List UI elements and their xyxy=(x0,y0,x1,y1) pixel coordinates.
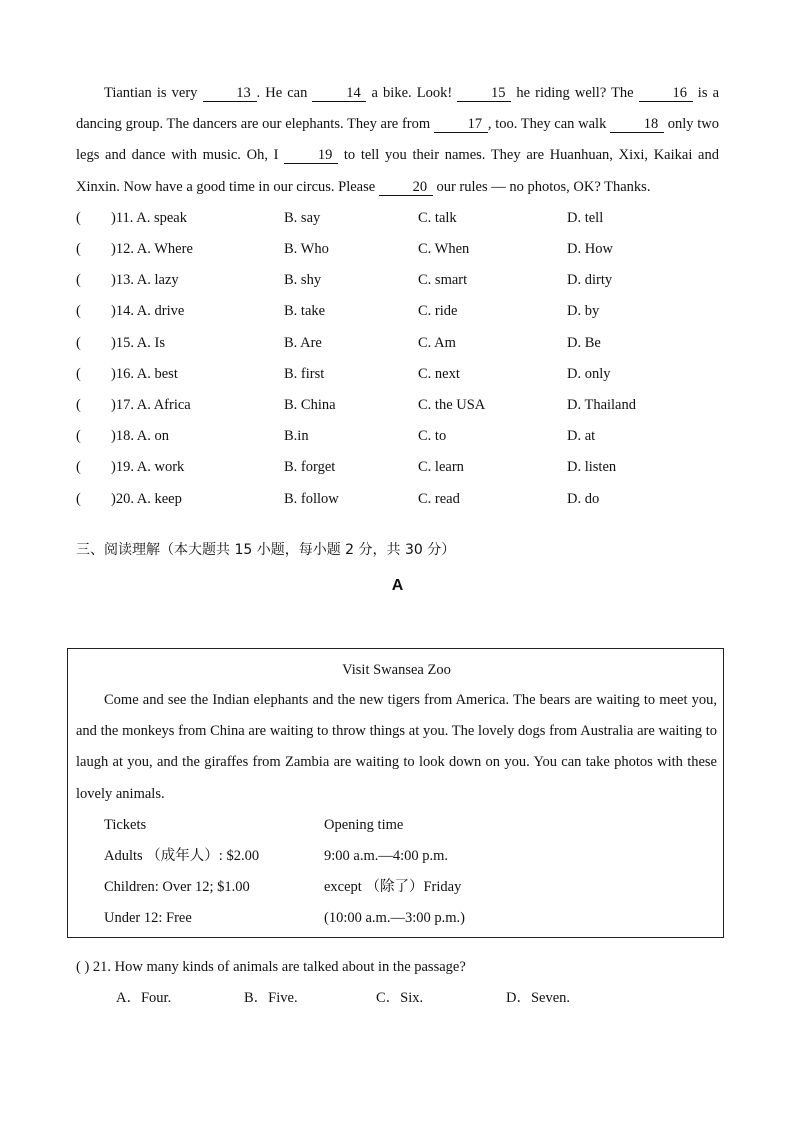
question-row xyxy=(76,484,719,515)
question-row xyxy=(76,234,719,265)
option-d: D. Thailand xyxy=(567,396,636,413)
section-heading: 三、阅读理解（本大题共 15 小题，每小题 2 分，共 30 分） xyxy=(76,541,456,558)
option-a: )13. A. lazy xyxy=(111,272,179,289)
option-a: )16. A. best xyxy=(111,365,178,382)
option-b: B. say xyxy=(284,209,321,226)
option-b[interactable]: B．Five. xyxy=(244,990,298,1006)
option-b: B. China xyxy=(284,396,336,413)
answer-paren[interactable]: ( xyxy=(76,396,81,413)
info-row xyxy=(76,903,717,934)
option-b: B. follow xyxy=(284,490,339,507)
option-d: D. dirty xyxy=(567,272,613,289)
blank-14: 14 xyxy=(312,85,366,102)
question-row xyxy=(76,328,719,359)
answer-paren[interactable]: ( xyxy=(76,459,81,476)
option-b: B. forget xyxy=(284,459,336,476)
option-a: )20. A. keep xyxy=(111,490,182,507)
answer-paren[interactable]: ( xyxy=(76,241,81,257)
passage-text: is a dancing group. The dancers are our elephants. They are from xyxy=(76,85,720,133)
option-c: C. learn xyxy=(418,459,464,476)
option-d: D. only xyxy=(567,365,611,382)
passage-text: a bike. Look! xyxy=(366,85,458,101)
option-b: B. take xyxy=(284,303,326,320)
option-d: D. tell xyxy=(567,209,604,226)
exam-page xyxy=(76,78,719,597)
zoo-notice-content xyxy=(76,655,717,935)
zoo-notice-box xyxy=(67,648,724,938)
question-21 xyxy=(76,952,719,1014)
blank-13: 13 xyxy=(203,85,257,102)
option-c: C. When xyxy=(418,241,470,257)
option-b: B. shy xyxy=(284,272,322,289)
opening-hours: 9:00 a.m.—4:00 p.m. xyxy=(324,848,449,864)
question-row xyxy=(76,390,719,421)
notice-title: Visit Swansea Zoo xyxy=(342,662,451,678)
question-row xyxy=(76,359,719,390)
passage-text: only two legs and dance with music. Oh, I xyxy=(76,116,719,164)
blank-18: 18 xyxy=(610,116,664,133)
answer-paren[interactable]: ( xyxy=(76,365,81,382)
answer-paren[interactable]: ( xyxy=(76,490,81,507)
question-row xyxy=(76,452,719,483)
option-c: C. ride xyxy=(418,303,458,320)
option-d: D. by xyxy=(567,303,600,320)
question-options-row xyxy=(76,983,719,1014)
cloze-passage xyxy=(76,78,719,203)
answer-paren[interactable]: ( xyxy=(76,334,81,351)
option-a: )15. A. Is xyxy=(111,334,165,351)
passage-text: our rules — no photos, OK? Thanks. xyxy=(432,178,651,195)
question-stem-row xyxy=(76,952,719,983)
friday-hours: (10:00 a.m.—3:00 p.m.) xyxy=(324,910,465,927)
option-a: )19. A. work xyxy=(111,459,185,476)
question-row xyxy=(76,203,719,234)
info-row xyxy=(76,872,717,903)
option-c: C. next xyxy=(418,365,460,382)
opening-exception: except （除了）Friday xyxy=(324,879,462,896)
option-b: B. Are xyxy=(284,334,322,351)
option-b: B. Who xyxy=(284,241,329,257)
notice-body: Come and see the Indian elephants and the new tigers from America. The bears are waiting to meet you, and the monkeys from China are waiting to throw things at you. The lovely dogs from Australia are waiting to laugh at you, and the giraffes from Zambia are waiting to look down on you. You can take photos with these lovely animals. xyxy=(76,692,717,802)
option-b: B.in xyxy=(284,428,309,445)
ticket-adults: Adults （成年人）: $2.00 xyxy=(104,848,260,864)
passage-text: to tell you their names. They are Huanhuan, Xixi, Kaikai and Xinxin. Now have a good time in our circus. Please xyxy=(76,147,719,195)
passage-text: he riding well? The xyxy=(511,85,639,101)
option-c[interactable]: C．Six. xyxy=(376,990,424,1006)
question-stem: ( ) 21. How many kinds of animals are talked about in the passage? xyxy=(76,959,466,975)
info-row xyxy=(76,810,717,841)
option-c: C. read xyxy=(418,490,460,507)
option-c: C. smart xyxy=(418,272,468,289)
option-d: D. How xyxy=(567,241,613,257)
opening-time-heading: Opening time xyxy=(324,816,404,833)
blank-20: 20 xyxy=(379,179,433,196)
option-a: )17. A. Africa xyxy=(111,396,191,413)
passage-text: , too. They can walk xyxy=(487,116,611,133)
option-a: )11. A. speak xyxy=(111,209,187,226)
answer-paren[interactable]: ( xyxy=(76,209,81,226)
option-a: )14. A. drive xyxy=(111,303,185,320)
question-row xyxy=(76,296,719,327)
question-row xyxy=(76,265,719,296)
option-a: )12. A. Where xyxy=(111,241,193,257)
blank-16: 16 xyxy=(639,85,693,102)
blank-15: 15 xyxy=(457,85,511,102)
option-d: D. listen xyxy=(567,459,617,476)
tickets-heading: Tickets xyxy=(104,816,147,833)
option-d: D. at xyxy=(567,428,596,445)
ticket-children: Children: Over 12; $1.00 xyxy=(104,879,250,896)
answer-paren[interactable]: ( xyxy=(76,272,81,289)
option-c: C. talk xyxy=(418,209,457,226)
option-c: C. to xyxy=(418,428,447,445)
option-d: D. Be xyxy=(567,334,601,351)
option-a[interactable]: A．Four. xyxy=(116,990,172,1006)
blank-17: 17 xyxy=(434,116,488,133)
option-d: D. do xyxy=(567,490,600,507)
option-c: C. Am xyxy=(418,334,456,351)
option-a: )18. A. on xyxy=(111,428,169,445)
passage-text: . He can xyxy=(256,85,313,101)
passage-text: Tiantian is very xyxy=(104,85,203,101)
passage-label: A xyxy=(391,576,404,594)
ticket-under-12: Under 12: Free xyxy=(104,910,192,927)
question-list xyxy=(76,203,719,515)
answer-paren[interactable]: ( xyxy=(76,303,81,320)
blank-19: 19 xyxy=(284,147,338,164)
question-row xyxy=(76,421,719,452)
info-row xyxy=(76,841,717,872)
option-c: C. the USA xyxy=(418,396,486,413)
answer-paren[interactable]: ( xyxy=(76,428,81,445)
option-b: B. first xyxy=(284,365,325,382)
option-d[interactable]: D．Seven. xyxy=(506,990,571,1006)
